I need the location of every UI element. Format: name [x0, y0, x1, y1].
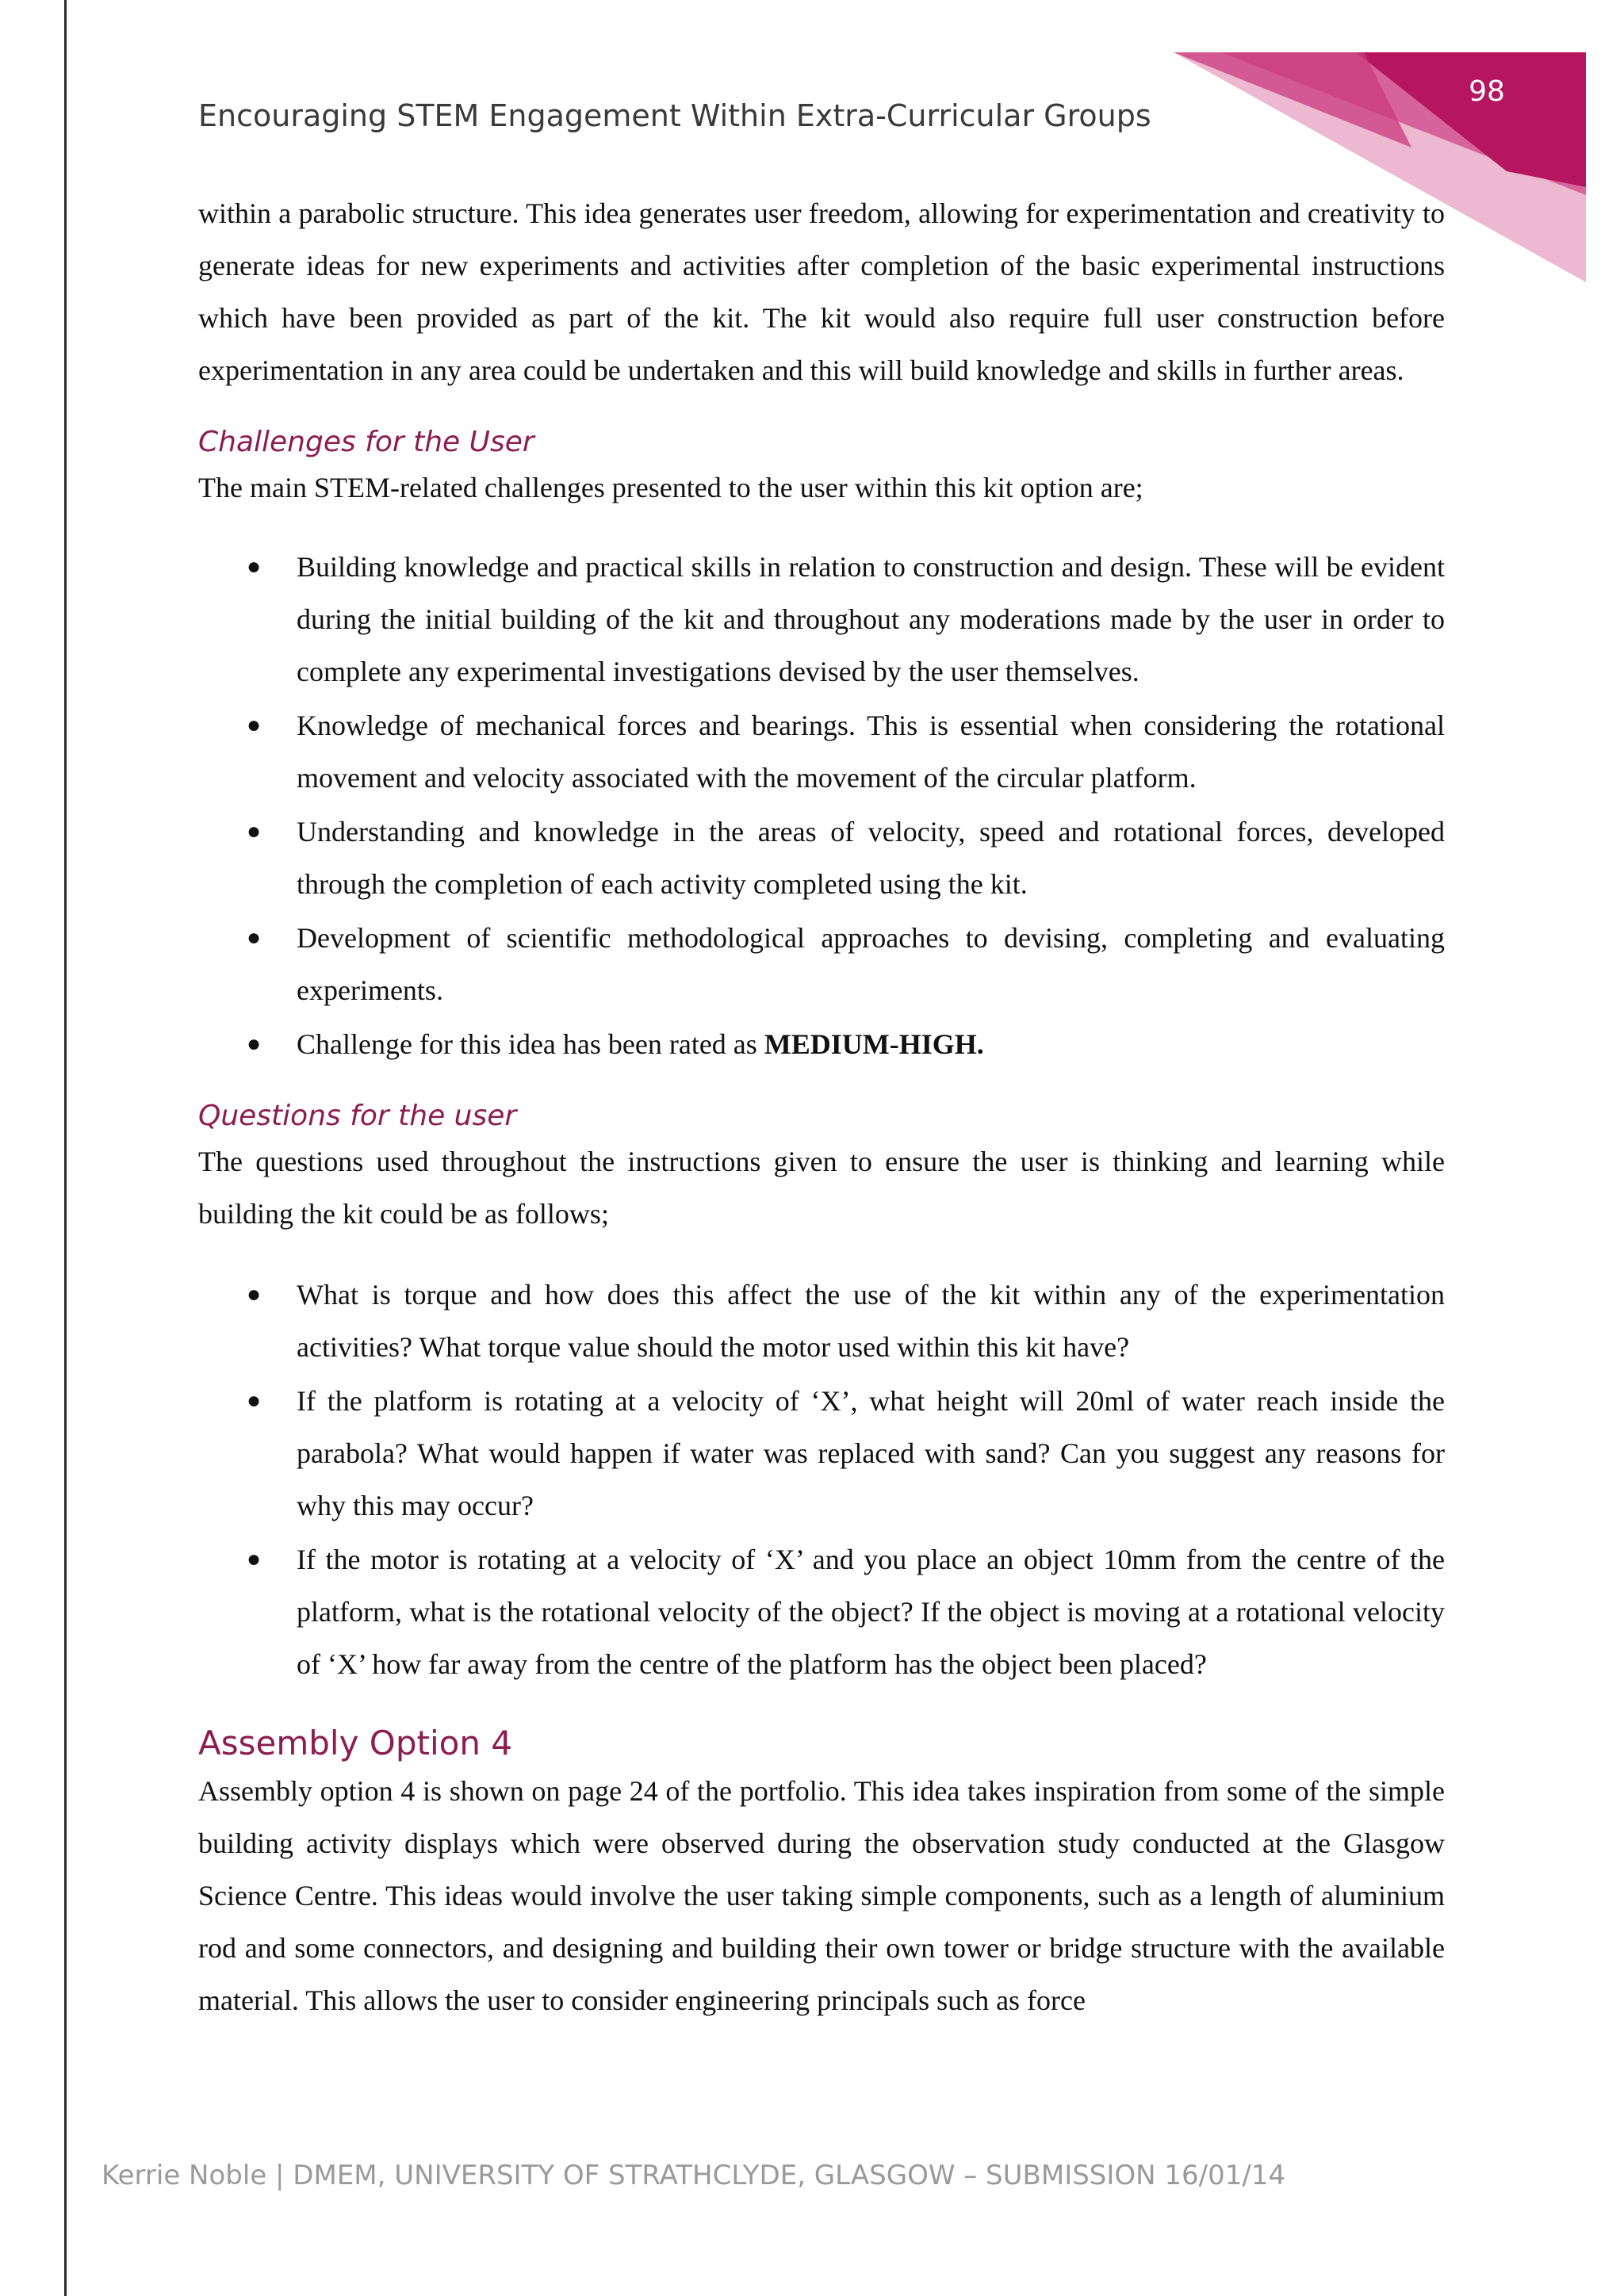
bullet-icon: ● — [247, 1387, 262, 1414]
challenge-rating-item: ● Challenge for this idea has been rated as MEDIUM-HIGH. — [198, 1018, 1445, 1070]
list-item: ● Building knowledge and practical skills in relation to construction and design. These will be evident during the initial building of the kit and throughout any moderations made by the user in order to complete any experimental investigations devised by the user themselves. — [198, 541, 1445, 698]
challenges-lead: The main STEM-related challenges presented to the user within this kit option are; — [198, 472, 1143, 503]
assembly-paragraph: Assembly option 4 is shown on page 24 of the portfolio. This idea takes inspiration from some of the simple building activity displays which were observed during the observation study conducted at the Glasgow Science Centre. This ideas would involve the user taking simple components, such as a length of aluminium rod and some connectors, and designing and building their own tower or bridge structure with the available material. This allows the user to consider engineering principals such as force — [198, 1775, 1445, 2016]
list-item: ● If the motor is rotating at a velocity of ‘X’ and you place an object 10mm from the centre of the platform, what is the rotational velocity of the object? If the object is moving at a rotational velocity of ‘X’ how far away from the centre of the platform has the object been placed? — [198, 1533, 1445, 1690]
challenges-list — [198, 541, 1445, 1070]
bullet-icon: ● — [247, 818, 262, 844]
list-item: ● Development of scientific methodological approaches to devising, completing and evaluating experiments. — [198, 912, 1445, 1016]
document-body — [198, 187, 1445, 2026]
list-item: ● What is torque and how does this affect the use of the kit within any of the experimentation activities? What torque value should the motor used within this kit have? — [198, 1269, 1445, 1373]
intro-paragraph: within a parabolic structure. This idea generates user freedom, allowing for experimentation and creativity to generate ideas for new experiments and activities after completion of the basic experimental instructions which have been provided as part of the kit. The kit would also require full user construction before experimentation in any area could be undertaken and this will build knowledge and skills in further areas. — [198, 197, 1445, 386]
questions-lead: The questions used throughout the instructions given to ensure the user is thinking and learning while building the kit could be as follows; — [198, 1146, 1445, 1230]
page-number: 98 — [1469, 75, 1505, 108]
bullet-icon: ● — [247, 1281, 262, 1307]
challenges-heading: Challenges for the User — [198, 426, 534, 458]
list-item: ● Understanding and knowledge in the areas of velocity, speed and rotational forces, developed through the completion of each activity completed using the kit. — [198, 806, 1445, 910]
bullet-icon: ● — [247, 553, 262, 580]
bullet-icon: ● — [247, 712, 262, 738]
page-footer: Kerrie Noble | DMEM, UNIVERSITY OF STRATHCLYDE, GLASGOW – SUBMISSION 16/01/14 — [102, 2160, 1286, 2191]
list-item: ● Knowledge of mechanical forces and bearings. This is essential when considering the rotational movement and velocity associated with the movement of the circular platform. — [198, 699, 1445, 804]
questions-heading: Questions for the user — [198, 1100, 517, 1132]
bullet-icon: ● — [247, 924, 262, 951]
assembly-heading: Assembly Option 4 — [198, 1724, 513, 1762]
questions-list — [198, 1269, 1445, 1690]
left-margin-rule — [64, 0, 67, 2296]
list-item: ● If the platform is rotating at a velocity of ‘X’, what height will 20ml of water reach inside the parabola? What would happen if water was replaced with sand? Can you suggest any reasons for why this may occur? — [198, 1375, 1445, 1532]
bullet-icon: ● — [247, 1546, 262, 1572]
running-header-title: Encouraging STEM Engagement Within Extra-Curricular Groups — [198, 98, 1151, 133]
challenge-rating-value: MEDIUM-HIGH. — [764, 1028, 984, 1060]
bullet-icon: ● — [247, 1031, 262, 1057]
